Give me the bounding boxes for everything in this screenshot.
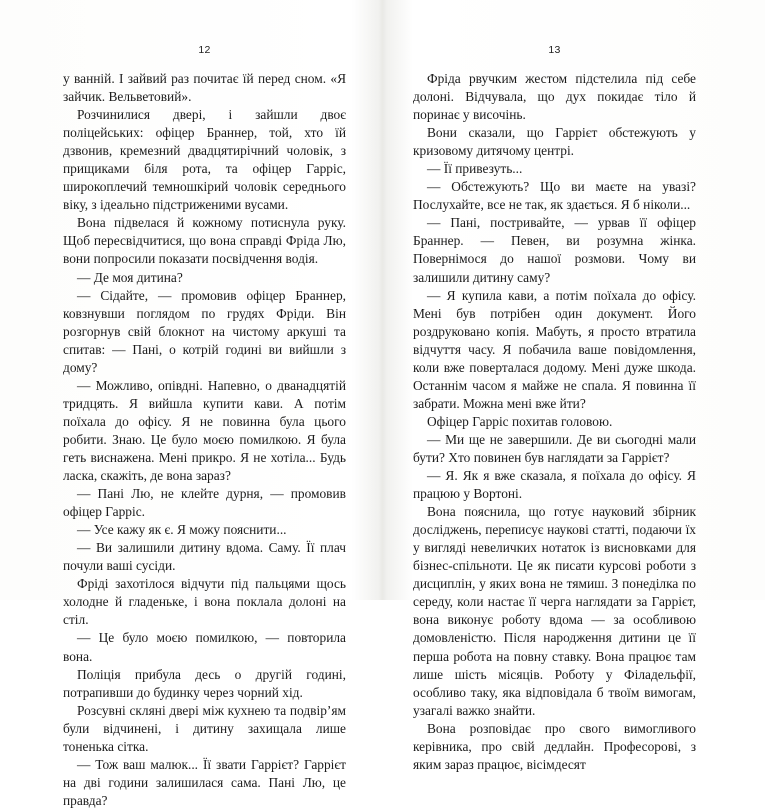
paragraph: — Це було моєю помилкою, — повторила вона.: [63, 630, 346, 664]
paragraph: — Обстежують? Що ви маєте на увазі? Послухайте, все не так, як здається. Я б ніколи...: [413, 179, 696, 213]
paragraph: — Тож ваш малюк... Її звати Гаррієт? Гаррієт на дві години залишилася сама. Пані Лю, це правда?: [63, 756, 346, 808]
paragraph: Поліція прибула десь о другій годині, потрапивши до будинку через чорний хід.: [63, 666, 346, 700]
paragraph: — Пані Лю, не клейте дурня, — промовив офіцер Гарріс.: [63, 486, 346, 520]
paragraph: Офіцер Гарріс похитав головою.: [427, 413, 613, 429]
right-page-text: [413, 70, 696, 774]
paragraph: — Її привезуть...: [427, 161, 523, 177]
paragraph: Вона підвелася й кожному потиснула руку. Щоб пересвідчитися, що вона справді Фріда Лю, вони попросили показати посвідчення водія.: [63, 215, 346, 267]
paragraph: — Сідайте, — промовив офіцер Браннер, ковзнувши поглядом по грудях Фріди. Він розгорнув свій блокнот на чистому аркуші та спитав: — Пані, о котрій годині ви вийшли з дому?: [63, 287, 346, 375]
paragraph: — Можливо, опівдні. Напевно, о дванадцятій тридцять. Я вийшла купити кави. А потім поїхала до офісу. Я не повинна була цього робити. Знаю. Це було моєю помилкою. Я була геть виснажена. Мені прикро. Я не хотіла... Будь ласка, скажіть, де вона зараз?: [63, 377, 346, 484]
paragraph: Розсувні скляні двері між кухнею та подвір’ям були відчинені, і дитину захищала лише тоненька сітка.: [63, 702, 346, 754]
paragraph: Вона розповідає про свого вимогливого керівника, про свій дедлайн. Професорові, з яким зараз працює, вісімдесят: [413, 720, 696, 772]
paragraph: — Я купила кави, а потім поїхала до офісу. Мені був потрібен один документ. Його роздруковано копія. Мабуть, я просто втратила відчуття часу. Я побачила ваше повідомлення, коли вже поверталася додому. Мені дуже шкода. Останнім часом я майже не спала. Я повинна її забрати. Можна мені вже йти?: [413, 287, 696, 411]
page-number-left: 12: [198, 44, 211, 56]
paragraph: — Пані, постривайте, — урвав її офіцер Браннер. — Певен, ви розумна жінка. Повернімося до нашої розмови. Чому ви залишили дитину саму?: [413, 215, 696, 285]
paragraph: Фріді захотілося відчути під пальцями щось холодне й гладеньке, і вона поклала долоні на стіл.: [63, 576, 346, 628]
paragraph: Вона пояснила, що готує науковий збірник досліджень, переписує наукові статті, подаючи їх у вигляді невеличких нотаток із висновками для бізнес-спільноти. Це як писати курсові роботи з дисциплін, у яких вона не тямиш. З понеділка по середу, коли настає її черга наглядати за Гаррієт, вона виконує роботу вдома — за особливою домовленістю. Після народження дитини це її перша робота на повну ставку. Вона працює там лише шість місяців. Роботу у Філадельфії, особливо таку, яка відповідала б твоїм вимогам, узагалі важко знайти.: [413, 504, 696, 718]
paragraph: — Де моя дитина?: [77, 269, 183, 285]
left-page: [63, 0, 346, 808]
left-page-text: [63, 70, 346, 810]
paragraph: у ванній. І зайвий раз почитає їй перед сном. «Я зайчик. Вельветовий».: [63, 71, 346, 105]
paragraph: Розчинилися двері, і зайшли двоє поліцейських: офіцер Браннер, той, хто їй дзвонив, кремезний двадцятирічний чоловік, з прищиками біля рота, та офіцер Гарріс, широкоплечий темношкірий чоловік середнього віку, з ідеально підстриженими вусами.: [63, 107, 346, 213]
paragraph: — Я. Як я вже сказала, я поїхала до офісу. Я працюю у Вортоні.: [413, 468, 696, 502]
page-number-right: 13: [548, 44, 561, 56]
right-page: [413, 0, 696, 772]
paragraph: — Усе кажу як є. Я можу пояснити...: [77, 522, 287, 538]
paragraph: — Ви залишили дитину вдома. Саму. Її плач почули ваші сусіди.: [63, 540, 346, 574]
paragraph: — Ми ще не завершили. Де ви сьогодні мали бути? Хто повинен був наглядати за Гаррієт?: [413, 431, 696, 465]
paragraph: Вони сказали, що Гаррієт обстежують у кризовому дитячому центрі.: [413, 125, 696, 159]
paragraph: Фріда рвучким жестом підстелила під себе долоні. Відчувала, що дух покидає тіло й поринає у височінь.: [413, 71, 696, 123]
